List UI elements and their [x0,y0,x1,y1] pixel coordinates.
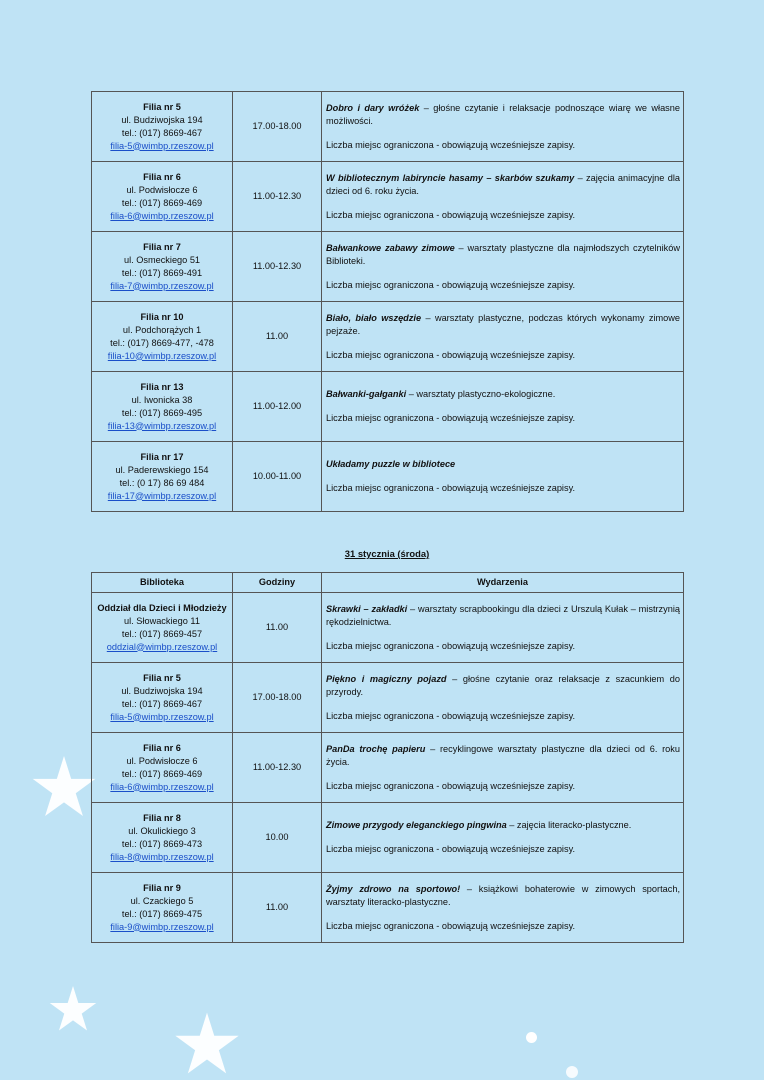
library-email-link[interactable]: filia-5@wimbp.rzeszow.pl [110,140,214,151]
event-title: Bałwanki-gałganki [326,389,407,399]
event-cell [322,593,684,663]
library-email-link[interactable]: filia-7@wimbp.rzeszow.pl [110,280,214,291]
event-note: Liczba miejsc ograniczona - obowiązują wcześniejsze zapisy. [326,640,576,651]
event-cell [322,442,684,512]
event-description: – warsztaty plastyczne dla najmłodszych czytelników Biblioteki. [326,242,680,266]
library-email-link[interactable]: filia-13@wimbp.rzeszow.pl [107,420,217,431]
event-cell [322,663,684,733]
library-phone: tel.: (017) 8669-473 [121,838,203,849]
hours-cell: 17.00-18.00 [233,92,322,162]
event-note: Liczba miejsc ograniczona - obowiązują wcześniejsze zapisy. [326,920,576,931]
event-cell [322,302,684,372]
library-address: ul. Budziwojska 194 [121,685,203,696]
library-name: Filia nr 17 [140,451,184,462]
library-cell [92,92,233,162]
table-row [92,442,684,512]
library-phone: tel.: (017) 8669-477, -478 [110,337,214,348]
schedule-table-continued [91,91,684,512]
event-note: Liczba miejsc ograniczona - obowiązują wcześniejsze zapisy. [326,413,576,423]
event-title: Biało, biało wszędzie [326,312,422,323]
library-cell [92,873,233,943]
event-cell [322,372,684,442]
library-name: Filia nr 6 [143,742,181,753]
event-title: Zimowe przygody eleganckiego pingwina [326,820,507,830]
hours-cell: 11.00 [233,873,322,943]
library-phone: tel.: (017) 8669-495 [121,407,203,418]
event-title: W bibliotecznym labiryncie hasamy – skarbów szukamy [326,172,575,183]
library-address: ul. Paderewskiego 154 [115,464,209,475]
event-description: – głośne czytanie oraz relaksacje z szacunkiem do przyrody. [326,673,680,697]
library-email-link[interactable]: filia-10@wimbp.rzeszow.pl [107,350,217,361]
library-phone: tel.: (017) 8669-467 [121,698,203,709]
library-email-link[interactable]: filia-8@wimbp.rzeszow.pl [110,851,214,862]
hours-cell: 11.00 [233,302,322,372]
header-events: Wydarzenia [322,573,684,593]
library-name: Filia nr 10 [140,311,184,322]
library-cell [92,733,233,803]
library-email-link[interactable]: filia-5@wimbp.rzeszow.pl [110,711,214,722]
hours-cell: 11.00 [233,593,322,663]
star-icon [48,986,98,1032]
library-phone: tel.: (017) 8669-491 [121,267,203,278]
hours-cell: 11.00-12.00 [233,372,322,442]
library-cell [92,593,233,663]
hours-cell: 11.00-12.30 [233,162,322,232]
library-name: Filia nr 6 [143,171,181,182]
event-cell [322,92,684,162]
library-address: ul. Słowackiego 11 [124,615,200,626]
table-row [92,733,684,803]
event-description: – recyklingowe warsztaty plastyczne dla dzieci od 6. roku życia. [326,743,680,767]
library-email-link[interactable]: oddzial@wimbp.rzeszow.pl [106,641,218,652]
library-email-link[interactable]: filia-6@wimbp.rzeszow.pl [110,781,214,792]
table-row [92,593,684,663]
event-title: Piękno i magiczny pojazd [326,673,447,684]
event-cell [322,803,684,873]
schedule-table-31-jan [91,572,684,943]
library-phone: tel.: (017) 8669-475 [121,908,203,919]
table-row [92,232,684,302]
event-title: Żyjmy zdrowo na sportowo! [326,883,461,894]
table-row [92,873,684,943]
dot-icon [566,1066,578,1078]
event-description: – głośne czytanie i relaksacje podnoszące wiarę we własne możliwości. [326,102,680,126]
table-row [92,162,684,232]
library-address: ul. Podwisłocze 6 [126,184,198,195]
event-cell [322,162,684,232]
library-name: Filia nr 9 [143,882,181,893]
library-phone: tel.: (0 17) 86 69 484 [119,477,205,488]
library-email-link[interactable]: filia-9@wimbp.rzeszow.pl [110,921,214,932]
event-cell [322,232,684,302]
library-name: Oddział dla Dzieci i Młodzieży [97,602,227,613]
library-email-link[interactable]: filia-17@wimbp.rzeszow.pl [107,490,217,501]
library-cell [92,442,233,512]
library-cell [92,663,233,733]
library-name: Filia nr 5 [143,101,181,112]
event-description: – warsztaty scrapbookingu dla dzieci z Urszulą Kułak – mistrzynią rękodzielnictwa. [326,603,680,627]
library-address: ul. Podchorążych 1 [122,324,202,335]
hours-cell: 10.00 [233,803,322,873]
library-cell [92,372,233,442]
library-email-link[interactable]: filia-6@wimbp.rzeszow.pl [110,210,214,221]
table-row [92,663,684,733]
event-cell [322,733,684,803]
hours-cell: 17.00-18.00 [233,663,322,733]
library-name: Filia nr 7 [143,241,181,252]
day-heading: 31 stycznia (środa) [344,548,430,559]
event-note: Liczba miejsc ograniczona - obowiązują wcześniejsze zapisy. [326,209,576,220]
event-note: Liczba miejsc ograniczona - obowiązują wcześniejsze zapisy. [326,780,576,791]
table-row [92,302,684,372]
event-note: Liczba miejsc ograniczona - obowiązują wcześniejsze zapisy. [326,483,576,493]
library-phone: tel.: (017) 8669-457 [121,628,203,639]
library-phone: tel.: (017) 8669-469 [121,768,203,779]
dot-icon [526,1032,537,1043]
table-row [92,92,684,162]
event-note: Liczba miejsc ograniczona - obowiązują wcześniejsze zapisy. [326,139,576,150]
event-description: – warsztaty plastyczno-ekologiczne. [406,389,556,399]
event-title: Bałwankowe zabawy zimowe [326,242,455,253]
library-address: ul. Podwisłocze 6 [126,755,198,766]
star-icon [30,756,98,818]
library-name: Filia nr 13 [140,381,184,392]
hours-cell: 11.00-12.30 [233,232,322,302]
star-icon [174,1012,240,1076]
header-hours: Godziny [233,573,322,593]
library-phone: tel.: (017) 8669-469 [121,197,203,208]
library-address: ul. Osmeckiego 51 [123,254,201,265]
event-title: PanDa trochę papieru [326,743,426,754]
library-name: Filia nr 8 [143,812,181,823]
library-cell [92,232,233,302]
library-cell [92,162,233,232]
library-address: ul. Budziwojska 194 [121,114,203,125]
event-description: – książkowi bohaterowie w zimowych sportach, warsztaty literacko-plastyczne. [326,883,680,907]
library-address: ul. Okulickiego 3 [128,825,196,836]
event-description: – zajęcia literacko-plastyczne. [506,820,632,830]
event-description: – zajęcia animacyjne dla dzieci od 6. roku życia. [326,172,680,196]
library-name: Filia nr 5 [143,672,181,683]
library-address: ul. Iwonicka 38 [131,394,193,405]
hours-cell: 10.00-11.00 [233,442,322,512]
library-phone: tel.: (017) 8669-467 [121,127,203,138]
event-title: Skrawki – zakładki [326,603,408,614]
event-description: – warsztaty plastyczne, podczas których wykonamy zimowe pejzaże. [326,312,680,336]
event-cell [322,873,684,943]
library-cell [92,803,233,873]
event-title: Układamy puzzle w bibliotece [326,459,456,469]
event-note: Liczba miejsc ograniczona - obowiązują wcześniejsze zapisy. [326,349,576,360]
header-library: Biblioteka [92,573,233,593]
library-address: ul. Czackiego 5 [130,895,194,906]
event-note: Liczba miejsc ograniczona - obowiązują wcześniejsze zapisy. [326,279,576,290]
table-row [92,372,684,442]
table-row [92,803,684,873]
event-note: Liczba miejsc ograniczona - obowiązują wcześniejsze zapisy. [326,710,576,721]
event-note: Liczba miejsc ograniczona - obowiązują wcześniejsze zapisy. [326,844,576,854]
library-cell [92,302,233,372]
hours-cell: 11.00-12.30 [233,733,322,803]
event-title: Dobro i dary wróżek [326,102,420,113]
